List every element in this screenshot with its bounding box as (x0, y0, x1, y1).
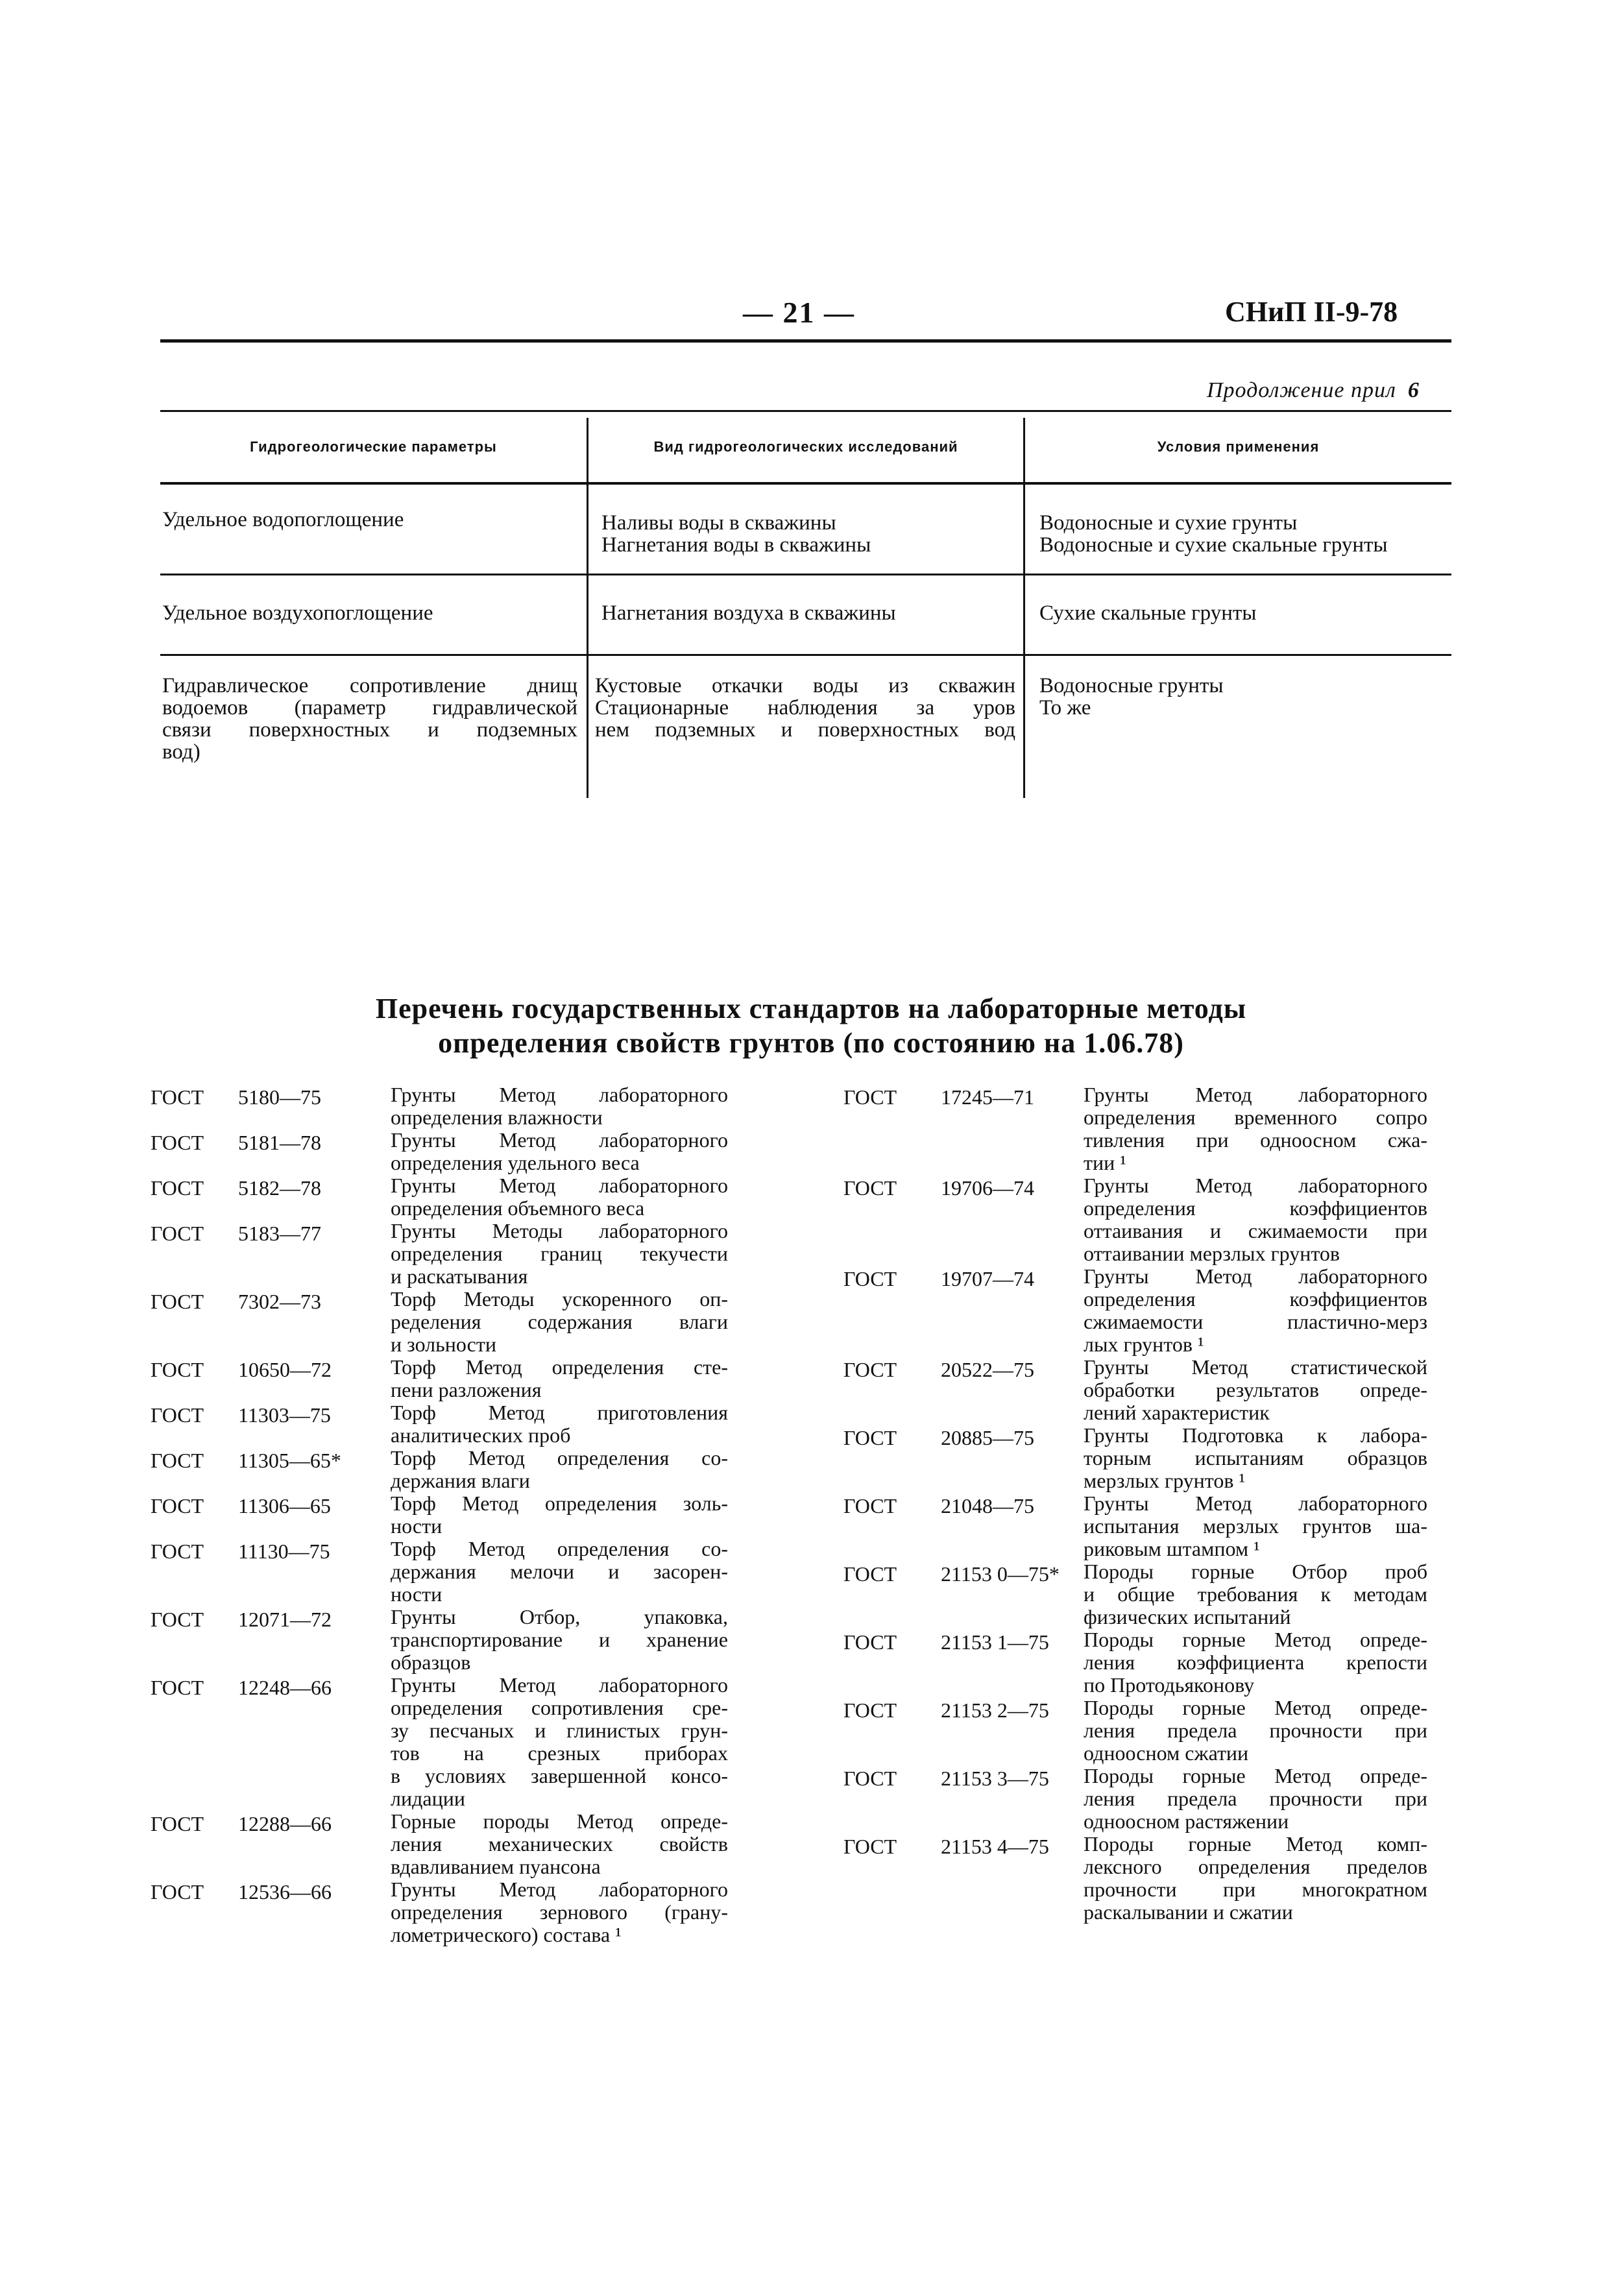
standard-title-line: Грунты Метод лабораторного (1084, 1264, 1427, 1288)
standard-prefix: ГОСТ (843, 1085, 897, 1109)
standard-number: 12248—66 (238, 1676, 332, 1699)
standard-title-line: ределения содержания влаги (391, 1310, 728, 1333)
standard-title (391, 1220, 728, 1288)
continuation-text: Продолжение прил (1207, 378, 1396, 402)
cell-line: Стационарные наблюдения за уров (595, 696, 1015, 719)
standard-number: 17245—71 (941, 1085, 1034, 1109)
appendix-number: 6 (1407, 378, 1420, 402)
cell-line: Водоносные и сухие скальные грунты (1039, 533, 1388, 557)
standard-title-line: Породы горные Метод комп- (1084, 1832, 1427, 1856)
standard-title-line: Торф Метод определения со- (391, 1537, 728, 1560)
standard-title-line: Грунты Отбор, упаковка, (391, 1605, 728, 1628)
standard-title (391, 1356, 728, 1401)
standard-number: 10650—72 (238, 1358, 332, 1381)
table-cell-conditions (1039, 512, 1455, 556)
standard-title-line: лений характеристик (1084, 1401, 1270, 1424)
cell-line: Гидравлическое сопротивление днищ (162, 674, 577, 697)
standard-prefix: ГОСТ (151, 1290, 204, 1313)
standard-title-line: Породы горные Метод опреде- (1084, 1764, 1427, 1787)
standard-prefix: ГОСТ (151, 1403, 204, 1427)
cell-line: Удельное воздухопоглощение (162, 601, 433, 625)
standard-prefix: ГОСТ (151, 1358, 204, 1381)
cell-line: вод) (162, 740, 200, 764)
standard-number: 12071—72 (238, 1608, 332, 1631)
standard-title-line: Грунты Метод лабораторного (391, 1083, 728, 1106)
standard-title-line: обработки результатов опреде- (1084, 1378, 1427, 1401)
standard-title-line: определения коэффициентов (1084, 1287, 1427, 1311)
cell-line: связи поверхностных и подземных (162, 718, 577, 742)
standard-number: 21153 3—75 (941, 1767, 1049, 1790)
standard-title-line: риковым штампом ¹ (1084, 1537, 1260, 1560)
standard-title-line: держания мелочи и засорен- (391, 1560, 728, 1583)
cell-line: нем подземных и поверхностных вод (595, 718, 1015, 742)
standard-title-line: лексного определения пределов (1084, 1855, 1427, 1878)
table-cell-conditions (1039, 675, 1455, 719)
standard-prefix: ГОСТ (843, 1494, 897, 1517)
standard-number: 11303—75 (238, 1403, 331, 1427)
standard-number: 21048—75 (941, 1494, 1034, 1517)
standard-prefix: ГОСТ (843, 1630, 897, 1654)
cell-line: То же (1039, 696, 1091, 719)
standard-title-line: Породы горные Метод опреде- (1084, 1628, 1427, 1651)
standard-title (391, 1810, 728, 1878)
standard-prefix: ГОСТ (151, 1131, 204, 1154)
standard-title-line: Торф Метод определения сте- (391, 1355, 728, 1379)
table-column-rule (587, 418, 588, 798)
standard-title-line: лидации (391, 1787, 465, 1810)
cell-line: Нагнетания воздуха в скважины (601, 601, 896, 625)
standard-number: 19707—74 (941, 1267, 1034, 1290)
header-rule (160, 339, 1451, 343)
standard-title-line: пени разложения (391, 1378, 542, 1401)
standard-title (391, 1174, 728, 1220)
standard-prefix: ГОСТ (151, 1880, 204, 1904)
standard-title-line: торным испытаниям образцов (1084, 1446, 1427, 1469)
standard-title (1084, 1083, 1427, 1174)
cell-line: Водоносные и сухие грунты (1039, 511, 1298, 535)
standard-title (391, 1538, 728, 1606)
standard-number: 19706—74 (941, 1176, 1034, 1200)
column-header-research: Вид гидрогеологических исследований (653, 439, 958, 455)
table-cell-research (601, 602, 1013, 624)
standard-title (1084, 1492, 1427, 1560)
standard-title-line: ления предела прочности при (1084, 1719, 1427, 1742)
table-cell-parameter (162, 675, 577, 763)
standard-prefix: ГОСТ (843, 1176, 897, 1200)
standard-title (391, 1878, 728, 1946)
standard-title-line: Грунты Метод лабораторного (391, 1174, 728, 1197)
standard-prefix: ГОСТ (151, 1176, 204, 1200)
standard-title (1084, 1356, 1427, 1424)
standard-title (1084, 1765, 1427, 1833)
standard-title-line: оттаивания и сжимаемости при (1084, 1219, 1427, 1242)
standard-title-line: испытания мерзлых грунтов ша- (1084, 1514, 1427, 1538)
section-title (162, 991, 1460, 1060)
cell-line: Водоносные грунты (1039, 674, 1224, 697)
standard-title-line: Грунты Подготовка к лабора- (1084, 1423, 1427, 1447)
table-column-rule (1023, 418, 1025, 798)
standard-prefix: ГОСТ (151, 1449, 204, 1472)
standard-title-line: прочности при многократном (1084, 1878, 1427, 1901)
standard-prefix: ГОСТ (843, 1426, 897, 1449)
standard-title-line: Горные породы Метод опреде- (391, 1809, 728, 1833)
standard-title-line: Торф Метод определения золь- (391, 1492, 728, 1515)
standard-title-line: раскалывании и сжатии (1084, 1900, 1293, 1924)
standard-number: 7302—73 (238, 1290, 321, 1313)
standard-prefix: ГОСТ (151, 1222, 204, 1245)
cell-line: Кустовые откачки воды из скважин (595, 674, 1015, 697)
table-cell-parameter (162, 509, 571, 531)
standard-prefix: ГОСТ (843, 1358, 897, 1381)
standard-title-line: Грунты Методы лабораторного (391, 1219, 728, 1242)
standard-number: 21153 2—75 (941, 1699, 1049, 1722)
standard-title-line: определения коэффициентов (1084, 1196, 1427, 1220)
standard-title-line: физических испытаний (1084, 1605, 1291, 1628)
document-code: СНиП II-9-78 (1225, 296, 1398, 328)
continuation-label (1207, 378, 1420, 403)
standard-prefix: ГОСТ (843, 1699, 897, 1722)
standard-title-line: вдавливанием пуансона (391, 1855, 601, 1878)
cell-line: Сухие скальные грунты (1039, 601, 1257, 625)
standard-number: 21153 0—75* (941, 1562, 1060, 1586)
cell-line: водоемов (параметр гидравлической (162, 696, 577, 719)
standard-title (1084, 1833, 1427, 1924)
standard-title-line: определения сопротивления сре- (391, 1696, 728, 1719)
standard-title-line: Грунты Метод лабораторного (1084, 1174, 1427, 1197)
standard-number: 20522—75 (941, 1358, 1034, 1381)
standard-number: 21153 1—75 (941, 1630, 1049, 1654)
standard-title-line: по Протодьяконову (1084, 1673, 1255, 1697)
table-cell-conditions (1039, 602, 1455, 624)
cell-line: Нагнетания воды в скважины (601, 533, 871, 557)
standard-title-line: ления механических свойств (391, 1832, 728, 1856)
standard-title-line: и зольности (391, 1333, 496, 1356)
table-cell-research (595, 675, 1015, 741)
standard-title-line: ности (391, 1514, 442, 1538)
standard-number: 5183—77 (238, 1222, 321, 1245)
standard-number: 11130—75 (238, 1540, 330, 1563)
standard-title-line: и общие требования к методам (1084, 1582, 1427, 1606)
standard-prefix: ГОСТ (843, 1767, 897, 1790)
standard-title-line: определения объемного веса (391, 1196, 645, 1220)
standard-title (1084, 1265, 1427, 1356)
standard-title-line: Грунты Метод статистической (1084, 1355, 1427, 1379)
standard-title-line: определения влажности (391, 1106, 603, 1129)
standard-title-line: Грунты Метод лабораторного (391, 1128, 728, 1152)
standard-title (391, 1447, 728, 1492)
standard-title-line: Породы горные Метод опреде- (1084, 1696, 1427, 1719)
standard-title-line: ления предела прочности при (1084, 1787, 1427, 1810)
standard-title (1084, 1697, 1427, 1765)
standard-title-line: Торф Методы ускоренного оп- (391, 1287, 728, 1311)
section-title-line: Перечень государственных стандартов на лабораторные методы (375, 993, 1247, 1024)
table-header-rule (160, 482, 1451, 485)
standard-title-line: и раскатывания (391, 1264, 528, 1288)
standard-title-line: держания влаги (391, 1469, 530, 1492)
standard-number: 12288—66 (238, 1812, 332, 1835)
standard-prefix: ГОСТ (843, 1835, 897, 1858)
standard-title-line: ления коэффициента крепости (1084, 1650, 1427, 1674)
standard-title-line: Грунты Метод лабораторного (1084, 1083, 1427, 1106)
standard-title-line: зу песчаных и глинистых грун- (391, 1719, 728, 1742)
standard-title-line: в условиях завершенной консо- (391, 1764, 728, 1787)
standard-title (391, 1288, 728, 1356)
standard-title (1084, 1628, 1427, 1697)
standard-title (391, 1492, 728, 1538)
standard-title-line: аналитических проб (391, 1423, 571, 1447)
standard-title (391, 1401, 728, 1447)
standard-title-line: Грунты Метод лабораторного (1084, 1492, 1427, 1515)
table-cell-parameter (162, 602, 571, 624)
cell-line: Удельное водопоглощение (162, 508, 404, 531)
standard-title (391, 1674, 728, 1810)
standard-title-line: транспортирование и хранение (391, 1628, 728, 1651)
standard-title-line: лометрического) состава ¹ (391, 1923, 622, 1946)
standard-number: 5181—78 (238, 1131, 321, 1154)
standard-title-line: тивления при одноосном сжа- (1084, 1128, 1427, 1152)
standard-title-line: лых грунтов ¹ (1084, 1333, 1204, 1356)
standard-title-line: тии ¹ (1084, 1151, 1126, 1174)
standard-title (391, 1606, 728, 1674)
cell-line: Наливы воды в скважины (601, 511, 836, 535)
standard-title-line: Торф Метод определения со- (391, 1446, 728, 1469)
standard-title-line: ности (391, 1582, 442, 1606)
standard-title-line: одноосном сжатии (1084, 1741, 1249, 1765)
standard-title-line: мерзлых грунтов ¹ (1084, 1469, 1246, 1492)
standard-title-line: определения зернового (грану- (391, 1900, 728, 1924)
standard-prefix: ГОСТ (151, 1676, 204, 1699)
section-title-line: определения свойств грунтов (по состоянию на 1.06.78) (438, 1027, 1184, 1059)
standard-title-line: оттаивании мерзлых грунтов (1084, 1242, 1340, 1265)
standard-title-line: тов на срезных приборах (391, 1741, 728, 1765)
standard-title-line: определения удельного веса (391, 1151, 640, 1174)
table-cell-research (601, 512, 1013, 556)
standard-number: 21153 4—75 (941, 1835, 1049, 1858)
standard-prefix: ГОСТ (151, 1540, 204, 1563)
standard-title (391, 1129, 728, 1174)
standard-title-line: Грунты Метод лабораторного (391, 1673, 728, 1697)
standard-title-line: определения границ текучести (391, 1242, 728, 1265)
column-header-conditions: Условия применения (1157, 439, 1320, 455)
page-number: — 21 — (743, 296, 855, 329)
standard-number: 5180—75 (238, 1085, 321, 1109)
standard-prefix: ГОСТ (843, 1267, 897, 1290)
table-row-rule (160, 574, 1451, 575)
standard-number: 5182—78 (238, 1176, 321, 1200)
standard-title (1084, 1424, 1427, 1492)
standard-title-line: сжимаемости пластично-мерз (1084, 1310, 1427, 1333)
standard-title-line: Породы горные Отбор проб (1084, 1560, 1427, 1583)
standard-title (391, 1083, 728, 1129)
table-top-rule (160, 410, 1451, 412)
standard-prefix: ГОСТ (151, 1608, 204, 1631)
appendix-table (160, 410, 1451, 799)
standard-prefix: ГОСТ (151, 1812, 204, 1835)
column-header-parameters: Гидрогеологические параметры (250, 439, 497, 455)
standard-prefix: ГОСТ (843, 1562, 897, 1586)
standard-number: 20885—75 (941, 1426, 1034, 1449)
standard-title-line: определения временного сопро (1084, 1106, 1427, 1129)
standard-title-line: образцов (391, 1650, 471, 1674)
standard-title (1084, 1560, 1427, 1628)
standard-number: 11305—65* (238, 1449, 341, 1472)
table-row-rule (160, 654, 1451, 656)
standard-number: 12536—66 (238, 1880, 332, 1904)
standard-title-line: Грунты Метод лабораторного (391, 1878, 728, 1901)
standard-number: 11306—65 (238, 1494, 331, 1517)
standard-title-line: Торф Метод приготовления (391, 1401, 728, 1424)
standard-title-line: одноосном растяжении (1084, 1809, 1289, 1833)
standard-prefix: ГОСТ (151, 1494, 204, 1517)
standard-title (1084, 1174, 1427, 1265)
standard-prefix: ГОСТ (151, 1085, 204, 1109)
